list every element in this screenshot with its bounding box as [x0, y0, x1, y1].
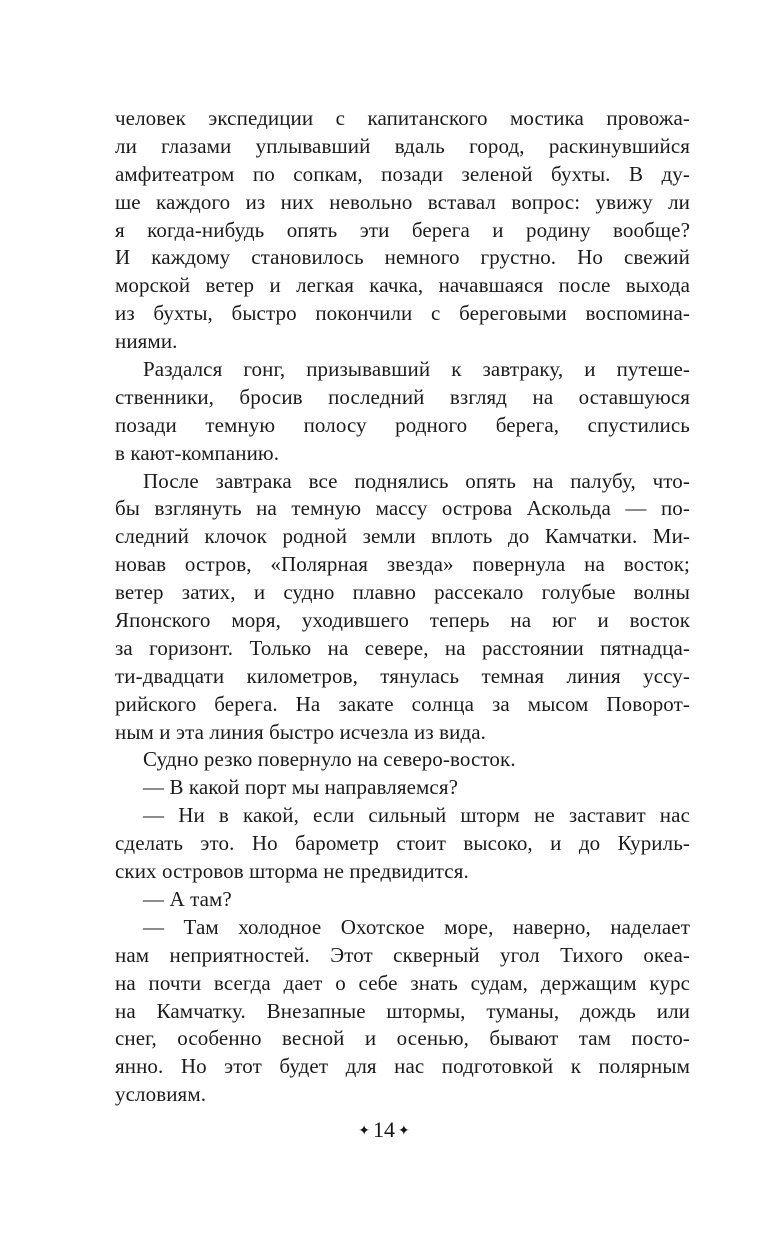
- text-line: — Ни в какой, если сильный шторм не заставит нас: [143, 803, 690, 828]
- text-line: ше каждого из них невольно вставал вопрос: увижу ли: [115, 189, 690, 214]
- text-line: из бухты, быстро покончили с береговыми воспомина-: [115, 301, 690, 326]
- text-line: амфитеатром по сопкам, позади зеленой бухты. В ду-: [115, 161, 690, 186]
- text-line: ным и эта линия быстро исчезла из вида.: [115, 719, 487, 744]
- page-footer: [0, 1116, 768, 1146]
- text-line: снег, особенно весной и осенью, бывают там посто-: [115, 1026, 690, 1051]
- text-line: Японского моря, уходившего теперь на юг и восток: [115, 608, 690, 633]
- text-line: янно. Но этот будет для нас подготовкой к полярным: [115, 1054, 690, 1079]
- text-line: Раздался гонг, призывавший к завтраку, и путеше-: [143, 357, 690, 382]
- four-pointed-star-icon: ✦: [358, 1124, 370, 1139]
- text-line: ских островов шторма не предвидится.: [115, 859, 469, 884]
- text-line: на почти всегда дает о себе знать судам, держащим курс: [115, 970, 690, 995]
- text-line: позади темную полосу родного берега, спустились: [115, 412, 690, 437]
- text-line: на Камчатку. Внезапные штормы, туманы, дождь или: [115, 998, 690, 1023]
- text-line: ветер затих, и судно плавно рассекало голубые волны: [115, 580, 690, 605]
- text-line: И каждому становилось немного грустно. Но свежий: [115, 245, 690, 270]
- text-line: — В какой порт мы направляемся?: [143, 775, 459, 800]
- page-number: 14: [373, 1117, 395, 1142]
- text-line: сделать это. Но барометр стоит высоко, и до Куриль-: [115, 831, 690, 856]
- text-block: [115, 105, 690, 1109]
- text-line: я когда-нибудь опять эти берега и родину вообще?: [115, 217, 690, 242]
- text-line: ственники, бросив последний взгляд на оставшуюся: [115, 384, 690, 409]
- text-line: После завтрака все поднялись опять на палубу, что-: [143, 468, 690, 493]
- text-line: морской ветер и легкая качка, начавшаяся после выхода: [115, 273, 690, 298]
- text-line: в кают-компанию.: [115, 440, 280, 465]
- text-line: ли глазами уплывавший вдаль город, раскинувшийся: [115, 133, 690, 158]
- text-line: ти-двадцати километров, тянулась темная линия уссу-: [115, 663, 690, 688]
- text-line: ниями.: [115, 329, 178, 354]
- text-line: новав остров, «Полярная звезда» повернула на восток;: [115, 552, 690, 577]
- text-line: Судно резко повернуло на северо-восток.: [143, 747, 516, 772]
- text-line: условиям.: [115, 1082, 207, 1107]
- text-line: человек экспедиции с капитанского мостика провожа-: [115, 106, 690, 130]
- text-line: нам неприятностей. Этот скверный угол Тихого океа-: [115, 942, 690, 967]
- text-line: за горизонт. Только на севере, на расстоянии пятнадца-: [115, 635, 690, 660]
- four-pointed-star-icon: ✦: [398, 1124, 410, 1139]
- text-line: следний клочок родной земли вплоть до Камчатки. Ми-: [115, 524, 690, 549]
- text-line: бы взглянуть на темную массу острова Аскольда — по-: [115, 496, 690, 521]
- text-line: — Там холодное Охотское море, наверно, наделает: [143, 914, 690, 939]
- text-line: рийского берега. На закате солнца за мысом Поворот-: [115, 691, 690, 716]
- text-line: — А там?: [143, 886, 232, 911]
